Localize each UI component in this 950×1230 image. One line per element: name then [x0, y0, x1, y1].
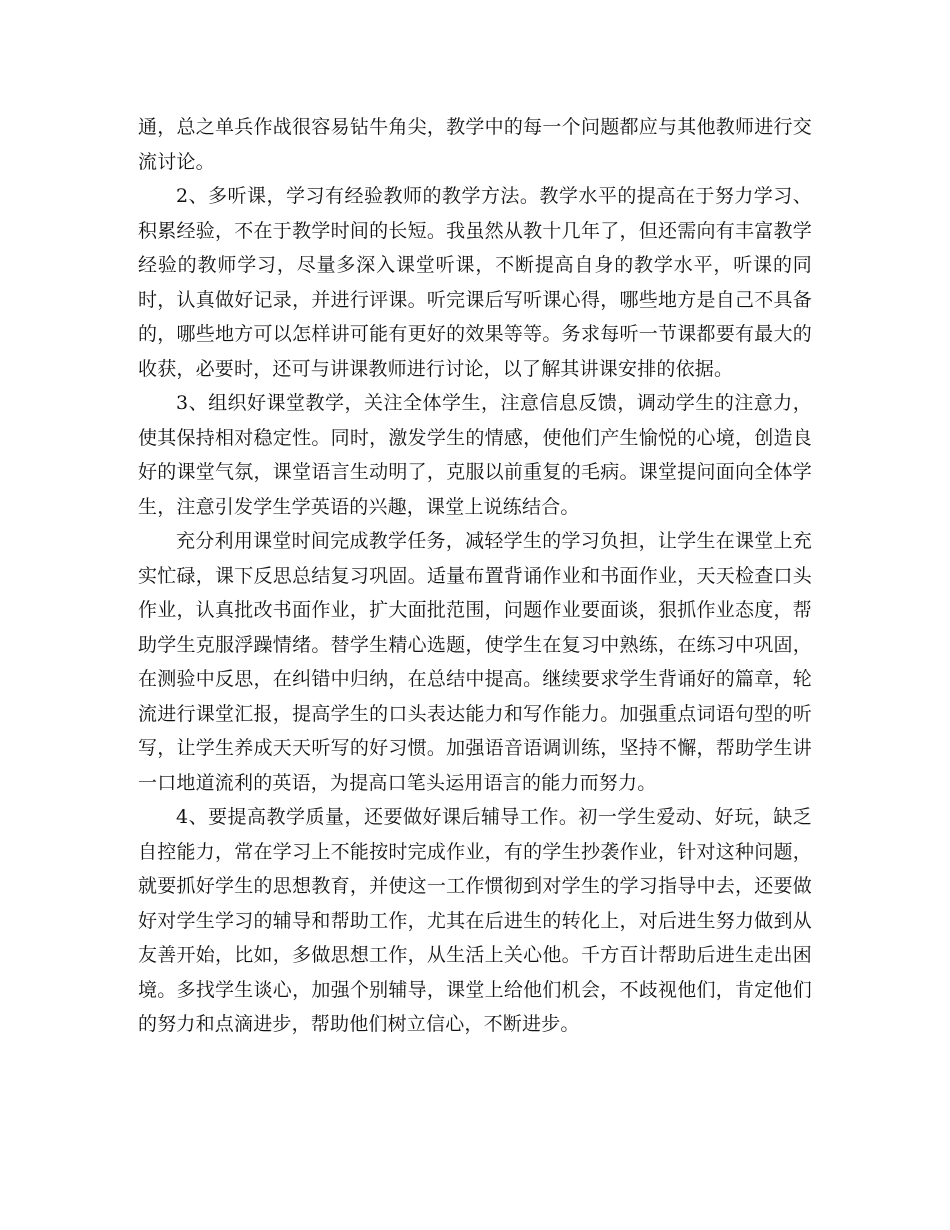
paragraph-4-after-class-tutoring: 4、要提高教学质量，还要做好课后辅导工作。初一学生爱动、好玩，缺乏自控能力，常在学习上不能按时完成作业，有的学生抄袭作业，针对这种问题，就要抓好学生的思想教育，并使这一工作惯彻到对学生的学习指导中去，还要做好对学生学习的辅导和帮助工作，尤其在后进生的转化上，对后进生努力做到从友善开始，比如，多做思想工作，从生活上关心他。千方百计帮助后进生走出困境。多找学生谈心，加强个别辅导，课堂上给他们机会，不歧视他们，肯定他们的努力和点滴进步，帮助他们树立信心，不断进步。 — [138, 806, 812, 1035]
paragraph-continuation: 通，总之单兵作战很容易钻牛角尖，教学中的每一个问题都应与其他教师进行交流讨论。 — [138, 116, 812, 173]
document-body — [138, 110, 812, 1042]
paragraph-class-time: 充分利用课堂时间完成教学任务，减轻学生的学习负担，让学生在课堂上充实忙碌，课下反思总结复习巩固。适量布置背诵作业和书面作业，天天检查口头作业，认真批改书面作业，扩大面批范围，问题作业要面谈，狠抓作业态度，帮助学生克服浮躁情绪。替学生精心选题，使学生在复习中熟练，在练习中巩固，在测验中反思，在纠错中归纳，在总结中提高。继续要求学生背诵好的篇章，轮流进行课堂汇报，提高学生的口头表达能力和写作能力。加强重点词语句型的听写，让学生养成天天听写的好习惯。加强语音语调训练，坚持不懈，帮助学生讲一口地道流利的英语，为提高口笔头运用语言的能力而努力。 — [138, 530, 812, 794]
paragraph-2-listen-class: 2、多听课，学习有经验教师的教学方法。教学水平的提高在于努力学习、积累经验，不在于教学时间的长短。我虽然从教十几年了，但还需向有丰富教学经验的教师学习，尽量多深入课堂听课，不断提高自身的教学水平，听课的同时，认真做好记录，并进行评课。听完课后写听课心得，哪些地方是自己不具备的，哪些地方可以怎样讲可能有更好的效果等等。务求每听一节课都要有最大的收获，必要时，还可与讲课教师进行讨论，以了解其讲课安排的依据。 — [138, 185, 812, 380]
paragraph-3-classroom-teaching: 3、组织好课堂教学，关注全体学生，注意信息反馈，调动学生的注意力，使其保持相对稳定性。同时，激发学生的情感，使他们产生愉悦的心境，创造良好的课堂气氛，课堂语言生动明了，克服以前重复的毛病。课堂提问面向全体学生，注意引发学生学英语的兴趣，课堂上说练结合。 — [138, 392, 812, 518]
